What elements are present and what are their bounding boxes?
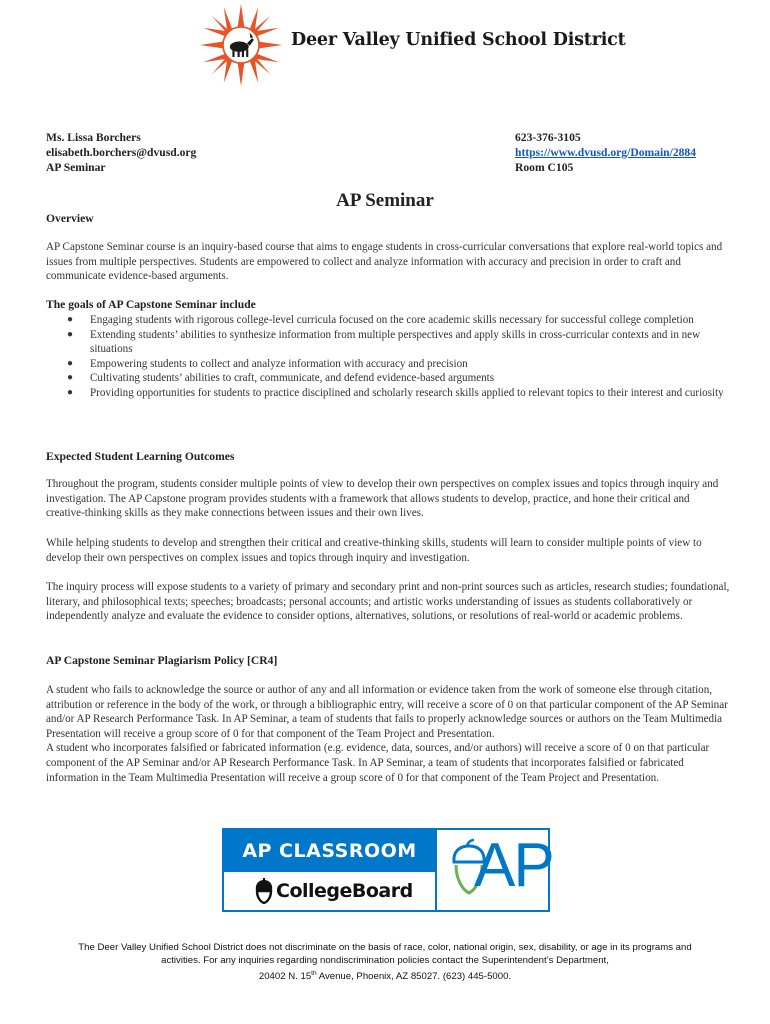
acorn-icon xyxy=(254,878,274,904)
policy-text: A student who fails to acknowledge the source or author of any and all information or evidence taken from the work of someone else through citation, attribution or reference in the body of the work, or through a bibliographic entry, will receive a score of 0 on that particular component of the AP Seminar and/or AP Research Performance Task. In AP Seminar, a team of students that fails to properly acknowledge sources or authors on the Team Multimedia Presentation will receive a group score of 0 for that component of the Team Project and Presentation. A student who incorporates falsified or fabricated information (e.g. evidence, data, sources, and/or authors) will receive a score of 0 on that particular component of the AP Seminar and/or AP Research Performance Task. In AP Seminar, a team of students that incorporates falsified or fabricated information in the Team Multimedia Presentation will receive a group score of 0 for that component of the Team Project and Presentation. xyxy=(46,684,728,784)
nondiscrimination-footer: The Deer Valley Unified School District does not discriminate on the basis of race, color, national origin, sex, disability, or age in its programs and activities. For any inquiries regarding nondiscrimination policies contact the Superintendent’s Department, 20402 N. 15th Avenue, Phoenix, AZ 85027. (623) 445-5000. xyxy=(78,942,692,983)
teacher-name: Ms. Lissa Borchers xyxy=(46,131,141,144)
teacher-email: elisabeth.borchers@dvusd.org xyxy=(46,146,197,159)
room-number: Room C105 xyxy=(515,161,574,174)
phone-number: 623-376-3105 xyxy=(515,131,581,144)
overview-heading: Overview xyxy=(46,212,94,225)
goals-list xyxy=(46,313,730,401)
banner-divider xyxy=(435,830,437,910)
class-contact xyxy=(515,130,696,175)
outcomes-heading: Expected Student Learning Outcomes xyxy=(46,450,235,463)
overview-text: AP Capstone Seminar course is an inquiry-based course that aims to engage students in cross-curricular conversations that explore real-world topics and issues from multiple perspectives. Students are empowered to collect and analyze information with accuracy and precision in order to craft and communicate evidence-based arguments. xyxy=(46,241,723,283)
district-sun-logo-icon xyxy=(198,2,284,88)
policy-heading: AP Capstone Seminar Plagiarism Policy [CR4] xyxy=(46,654,278,667)
teacher-contact xyxy=(46,130,196,175)
outcomes-paragraph-3: The inquiry process will expose students to a variety of primary and secondary print and non-print sources such as articles, research studies; foundational, literary, and philosophical texts; speeches; broadcasts; personal accounts; and artistic works understanding of issues as students collaboratively or independently analyze and evaluate the evidence to consider options, alternatives, solutions, or resolutions of real-world or academic problems. xyxy=(46,581,730,623)
list-item: ● Cultivating students’ abilities to craft, communicate, and defend evidence-based arguments xyxy=(67,372,495,385)
domain-link[interactable]: https://www.dvusd.org/Domain/2884 xyxy=(515,146,697,159)
collegeboard-logo: CollegeBoard xyxy=(224,872,435,910)
list-item: ● Empowering students to collect and analyze information with accuracy and precision xyxy=(67,357,468,370)
outcomes-paragraph-2: While helping students to develop and strengthen their critical and creative-thinking skills, students will learn to consider multiple points of view to develop their own perspectives on complex issues and topics through inquiry and investigation. xyxy=(46,537,702,564)
list-item: ● Engaging students with rigorous college-level curricula focused on the core academic skills necessary for successful college completion xyxy=(67,314,694,326)
ap-classroom-banner xyxy=(222,828,553,912)
ap-logo: AP xyxy=(449,836,544,906)
list-item: ● Providing opportunities for students to practice disciplined and scholarly research skills applied to relevant topics to their interest and curiosity xyxy=(67,386,724,399)
outcomes-paragraph-1: Throughout the program, students consider multiple points of view to develop their own perspectives on complex issues and topics through inquiry and investigation. The AP Capstone program provides students with a framework that allows students to develop, practice, and hone their critical and creative-thinking skills as they make connections between issues and their own lives. xyxy=(46,478,719,520)
district-name: Deer Valley Unified School District xyxy=(291,30,626,50)
page-title: AP Seminar xyxy=(336,190,434,211)
ap-classroom-label: AP CLASSROOM xyxy=(224,830,435,872)
goals-heading: The goals of AP Capstone Seminar include xyxy=(46,298,256,311)
course-name: AP Seminar xyxy=(46,161,106,174)
list-item: ● Extending students’ abilities to synthesize information from multiple perspectives and apply skills in cross-curricular contexts and in new situations xyxy=(67,328,701,356)
